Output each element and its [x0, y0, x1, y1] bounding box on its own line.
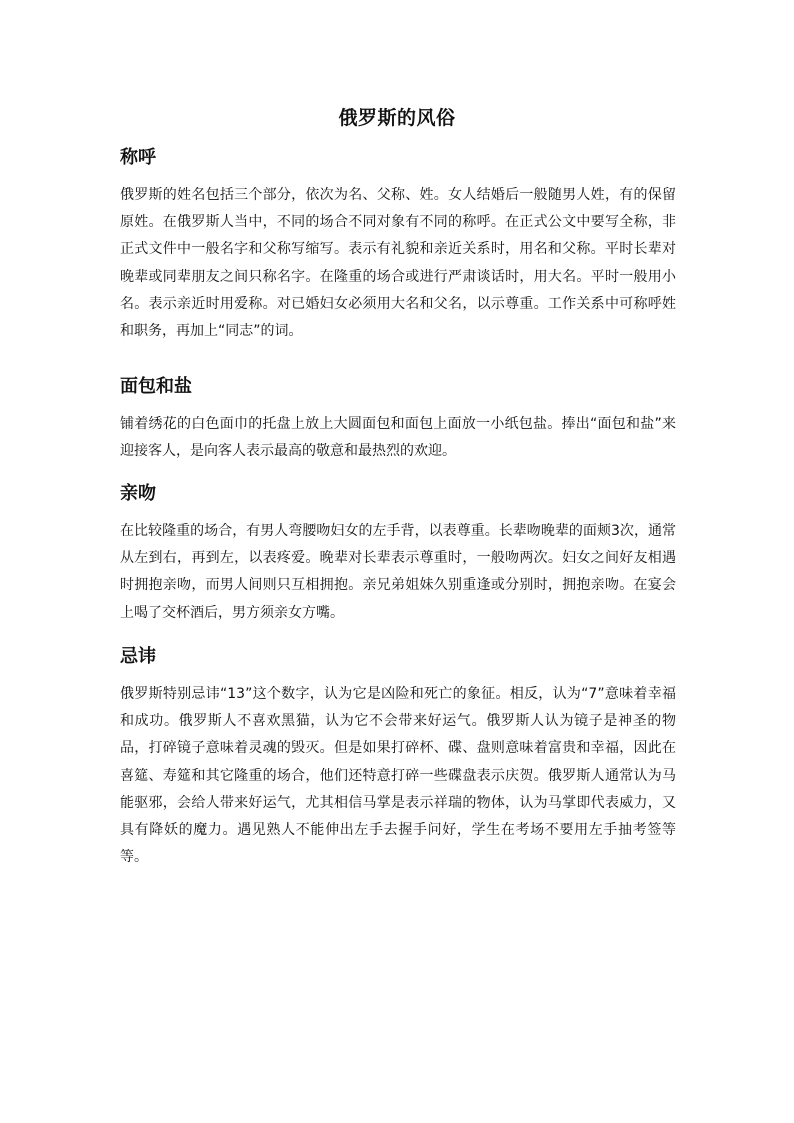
section-paragraph: 俄罗斯特别忌讳“13”这个数字，认为它是凶险和死亡的象征。相反，认为“7”意味着幸福和成功。俄罗斯人不喜欢黑猫，认为它不会带来好运气。俄罗斯人认为镜子是神圣的物品，打碎镜子意味着灵魂的毁灭。但是如果打碎杯、碟、盘则意味着富贵和幸福，因此在喜筵、寿筵和其它隆重的场合，他们还特意打碎一些碟盘表示庆贺。俄罗斯人通常认为马能驱邪，会给人带来好运气，尤其相信马掌是表示祥瑞的物体，认为马掌即代表威力，又具有降妖的魔力。遇见熟人不能伸出左手去握手问好，学生在考场不要用左手抽考签等等。 — [120, 686, 676, 866]
section-heading: 面包和盐 — [120, 376, 192, 397]
section-paragraph: 铺着绣花的白色面巾的托盘上放上大圆面包和面包上面放一小纸包盐。捧出“面包和盐”来迎接客人，是向客人表示最高的敬意和最热烈的欢迎。 — [120, 416, 676, 460]
section-heading: 称呼 — [120, 147, 156, 168]
section-bread-and-salt — [120, 373, 676, 465]
document-title: 俄罗斯的风俗 — [338, 107, 456, 129]
section-taboos — [120, 643, 676, 871]
section-kissing — [120, 480, 676, 627]
section-heading: 忌讳 — [120, 646, 156, 667]
section-paragraph: 在比较隆重的场合，有男人弯腰吻妇女的左手背，以表尊重。长辈吻晚辈的面颊3次，通常从左到右，再到左，以表疼爱。晚辈对长辈表示尊重时，一般吻两次。妇女之间好友相遇时拥抱亲吻，而男人间则只互相拥抱。亲兄弟姐妹久别重逢或分别时，拥抱亲吻。在宴会上喝了交杯酒后，男方须亲女方嘴。 — [120, 523, 676, 621]
section-paragraph: 俄罗斯的姓名包括三个部分，依次为名、父称、姓。女人结婚后一般随男人姓，有的保留原姓。在俄罗斯人当中，不同的场合不同对象有不同的称呼。在正式公文中要写全称，非正式文件中一般名字和父称写缩写。表示有礼貌和亲近关系时，用名和父称。平时长辈对晚辈或同辈朋友之间只称名字。在隆重的场合或进行严肃谈话时，用大名。平时一般用小名。表示亲近时用爱称。对已婚妇女必须用大名和父名，以示尊重。工作关系中可称呼姓和职务，再加上“同志”的词。 — [120, 187, 676, 340]
section-forms-of-address — [120, 144, 676, 345]
section-heading: 亲吻 — [120, 483, 156, 504]
